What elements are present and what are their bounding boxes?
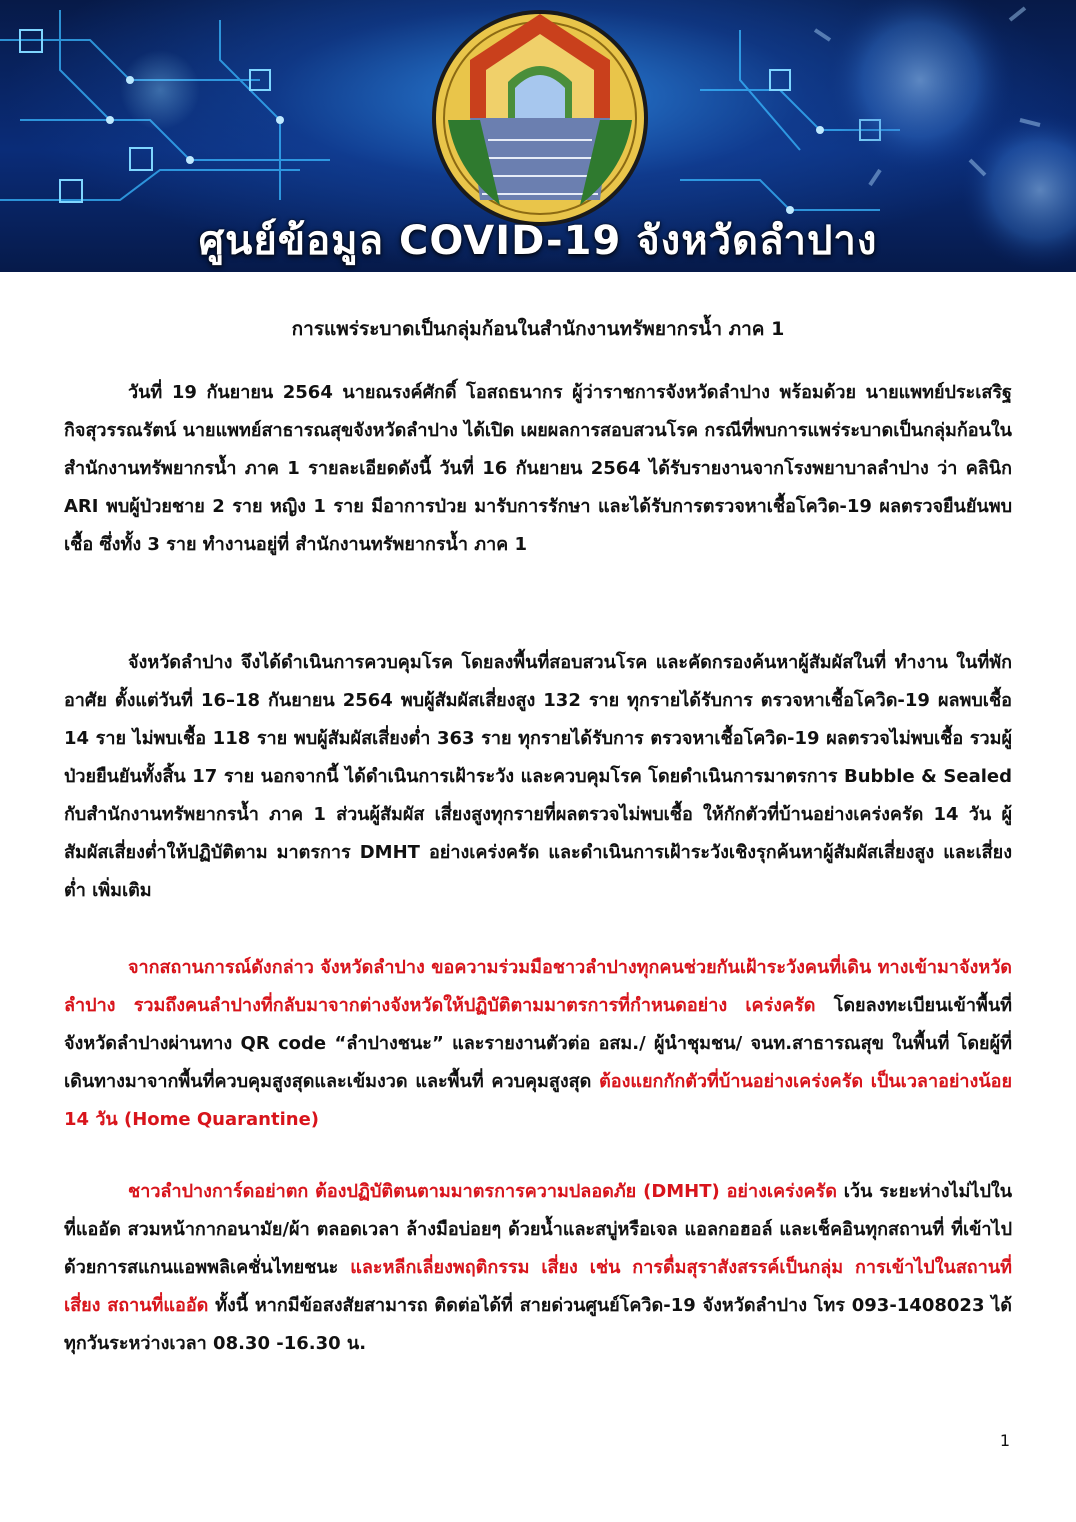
red-emphasis-text: ชาวลำปางการ์ดอย่าตก ต้องปฏิบัติตนตามมาตรการความปลอดภัย (DMHT) อย่างเคร่งครัด: [128, 1181, 837, 1202]
paragraph-cooperation-request: [64, 949, 1012, 1139]
header-banner: [0, 0, 1076, 272]
paragraph-control-measures: จังหวัดลำปาง จึงได้ดำเนินการควบคุมโรค โดยลงพื้นที่สอบสวนโรค และคัดกรองค้นหาผู้สัมผัสในที่ ทำงาน ในที่พักอาศัย ตั้งแต่วันที่ 16–18 กันยายน 2564 พบผู้สัมผัสเสี่ยงสูง 132 ราย ทุกรายได้รับการ ตรวจหาเชื้อโควิด-19 ผลพบเชื้อ 14 ราย ไม่พบเชื้อ 118 ราย พบผู้สัมผัสเสี่ยงต่ำ 363 ราย ทุกรายได้รับการ ตรวจหาเชื้อโควิด-19 ผลตรวจไม่พบเชื้อ รวมผู้ป่วยยืนยันทั้งสิ้น 17 ราย นอกจากนี้ ได้ดำเนินการเฝ้าระวัง และควบคุมโรค โดยดำเนินการมาตรการ Bubble & Sealed กับสำนักงานทรัพยากรน้ำ ภาค 1 ส่วนผู้สัมผัส เสี่ยงสูงทุกรายที่ผลตรวจไม่พบเชื้อ ให้กักตัวที่บ้านอย่างเคร่งครัด 14 วัน ผู้สัมผัสเสี่ยงต่ำให้ปฏิบัติตาม มาตรการ DMHT อย่างเคร่งครัด และดำเนินการเฝ้าระวังเชิงรุกค้นหาผู้สัมผัสเสี่ยงสูง และเสี่ยงต่ำ เพิ่มเติม: [64, 652, 1012, 901]
province-seal-logo: [432, 10, 648, 226]
red-emphasis-text: และหลีกเลี่ยงพฤติกรรม เสี่ยง เช่น การดื่มสุราสังสรรค์เป็นกลุ่ม การเข้าไปในสถานที่เสี่ยง สถานที่แออัด: [64, 1257, 1012, 1316]
body-text: ทั้งนี้ หากมีข้อสงสัยสามารถ ติดต่อได้ที่ สายด่วนศูนย์โควิด-19 จังหวัดลำปาง โทร 093-1408023 ได้ทุกวันระหว่างเวลา 08.30 -16.30 น.: [64, 1295, 1012, 1354]
document-title: การแพร่ระบาดเป็นกลุ่มก้อนในสำนักงานทรัพยากรน้ำ ภาค 1: [291, 318, 785, 340]
red-emphasis-text: ต้องแยกกักตัวที่บ้านอย่างเคร่งครัด เป็นเวลาอย่างน้อย 14 วัน (Home Quarantine): [64, 1071, 1012, 1130]
page-number: 1: [999, 1431, 1010, 1450]
paragraph-safety-guidance: [64, 1173, 1012, 1363]
banner-title: ศูนย์ข้อมูล COVID-19 จังหวัดลำปาง: [198, 218, 878, 264]
body-text: โดยลงทะเบียนเข้าพื้นที่จังหวัดลำปางผ่านทาง QR code “ลำปางชนะ” และรายงานตัวต่อ อสม./ ผู้นำชุมชน/ จนท.สาธารณสุข ในพื้นที่ โดยผู้ที่เดินทางมาจากพื้นที่ควบคุมสูงสุดและเข้มงวด และพื้นที่ ควบคุมสูงสุด: [64, 995, 1012, 1092]
red-emphasis-text: จากสถานการณ์ดังกล่าว จังหวัดลำปาง ขอความร่วมมือชาวลำปางทุกคนช่วยกันเฝ้าระวังคนที่เดิน ทางเข้ามาจังหวัดลำปาง รวมถึงคนลำปางที่กลับมาจากต่างจังหวัดให้ปฏิบัติตามมาตรการที่กำหนดอย่าง เคร่งครัด: [64, 957, 1012, 1016]
body-text: เว้น ระยะห่างไม่ไปในที่แออัด สวมหน้ากากอนามัย/ผ้า ตลอดเวลา ล้างมือบ่อยๆ ด้วยน้ำและสบู่หรือเจล แอลกอฮอล์ และเช็คอินทุกสถานที่ ที่เข้าไปด้วยการสแกนแอพพลิเคชั่นไทยชนะ: [64, 1181, 1012, 1278]
paragraph-investigation: วันที่ 19 กันยายน 2564 นายณรงค์ศักดิ์ โอสถธนากร ผู้ว่าราชการจังหวัดลำปาง พร้อมด้วย นายแพทย์ประเสริฐ กิจสุวรรณรัตน์ นายแพทย์สาธารณสุขจังหวัดลำปาง ได้เปิด เผยผลการสอบสวนโรค กรณีที่พบการแพร่ระบาดเป็นกลุ่มก้อนในสำนักงานทรัพยากรน้ำ ภาค 1 รายละเอียดดังนี้ วันที่ 16 กันยายน 2564 ได้รับรายงานจากโรงพยาบาลลำปาง ว่า คลินิก ARI พบผู้ป่วยชาย 2 ราย หญิง 1 ราย มีอาการป่วย มารับการรักษา และได้รับการตรวจหาเชื้อโควิด-19 ผลตรวจยืนยันพบเชื้อ ซึ่งทั้ง 3 ราย ทำงานอยู่ที่ สำนักงานทรัพยากรน้ำ ภาค 1: [64, 382, 1012, 555]
